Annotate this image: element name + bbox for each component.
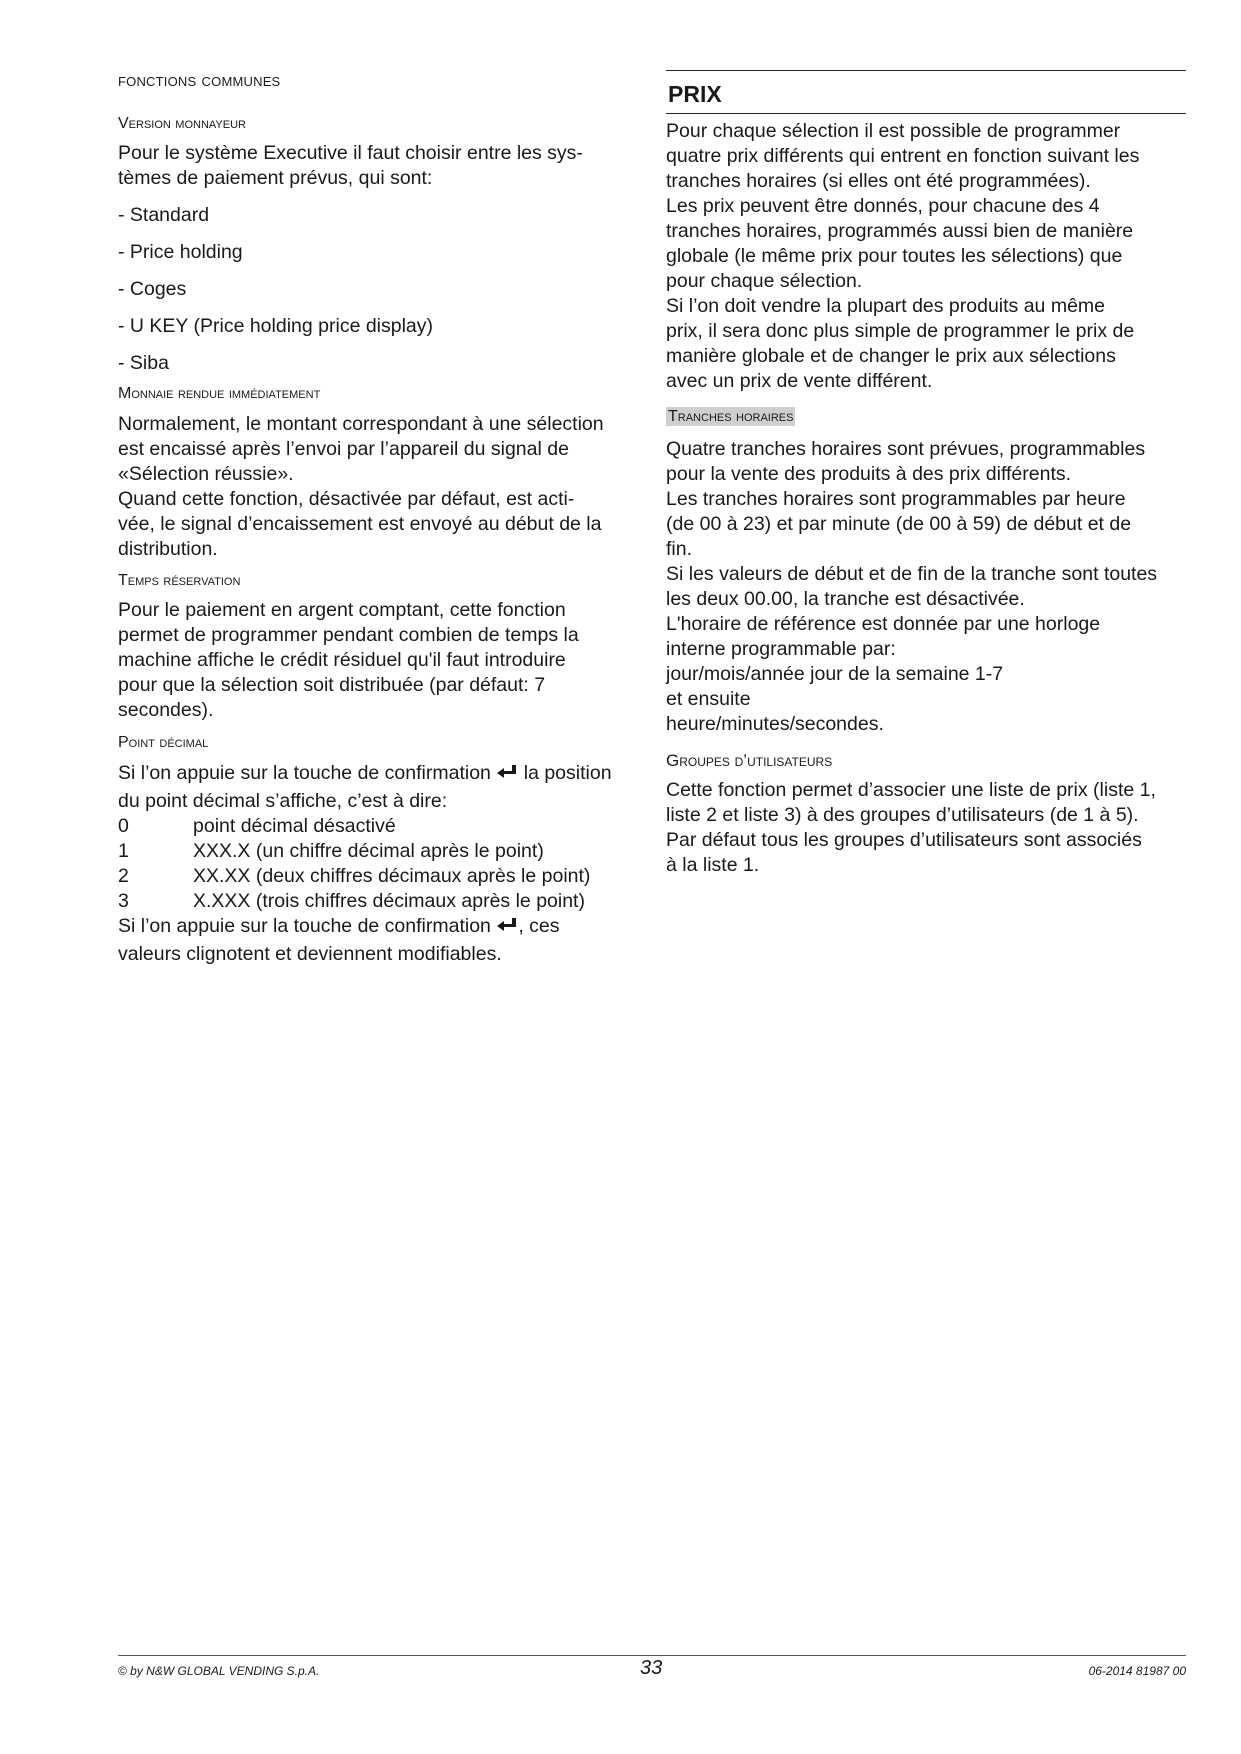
text-line: Cette fonction permet d’associer une liste de prix (liste 1, <box>666 779 1156 801</box>
section-title-text: PRIX <box>668 81 722 107</box>
temps-text <box>118 598 579 723</box>
decimal-option-row <box>118 839 612 864</box>
text-line: pour chaque sélection. <box>666 270 863 292</box>
option-text: XX.XX (deux chiffres décimaux après le point) <box>193 865 591 887</box>
option-number: 1 <box>118 840 129 862</box>
list-item: - Coges <box>118 278 187 300</box>
text-line: liste 2 et liste 3) à des groupes d’utilisateurs (de 1 à 5). <box>666 804 1139 826</box>
text-line: valeurs clignotent et deviennent modifiables. <box>118 943 502 965</box>
list-item: - Price holding <box>118 241 243 263</box>
decimal-option-row <box>118 814 612 839</box>
text-fragment: , ces <box>518 915 560 937</box>
text-line: Quatre tranches horaires sont prévues, programmables <box>666 438 1146 460</box>
subheading-point-decimal: Point décimal <box>118 734 209 751</box>
highlighted-heading: Tranches horaires <box>668 408 794 425</box>
list-item: - Siba <box>118 352 169 374</box>
option-text: X.XXX (trois chiffres décimaux après le point) <box>193 890 585 912</box>
text-line: et ensuite <box>666 688 751 710</box>
text-line: jour/mois/année jour de la semaine 1-7 <box>666 663 1004 685</box>
decimal-option-row <box>118 889 612 914</box>
text-line: Quand cette fonction, désactivée par défaut, est acti- <box>118 488 575 510</box>
option-number: 3 <box>118 890 129 912</box>
text-line: prix, il sera donc plus simple de programmer le prix de <box>666 320 1135 342</box>
text-line: Pour chaque sélection il est possible de programmer <box>666 120 1121 142</box>
option-number: 0 <box>118 815 129 837</box>
text-line: tranches horaires, programmés aussi bien de manière <box>666 220 1134 242</box>
text-line: Normalement, le montant correspondant à une sélection <box>118 413 604 435</box>
text-line: machine affiche le crédit résiduel qu'il faut introduire <box>118 649 566 671</box>
text-line: L'horaire de référence est donnée par une horloge <box>666 613 1101 635</box>
text-line: pour que la sélection soit distribuée (par défaut: 7 <box>118 674 546 696</box>
list-item: - Standard <box>118 204 210 226</box>
text-line: tranches horaires (si elles ont été programmées). <box>666 170 1091 192</box>
text-line: du point décimal s’affiche, c’est à dire: <box>118 790 448 812</box>
subheading-groupes: Groupes d’utilisateurs <box>666 751 833 770</box>
text-line: fin. <box>666 538 693 560</box>
option-number: 2 <box>118 865 129 887</box>
text-line: heure/minutes/secondes. <box>666 713 884 735</box>
text-line: les deux 00.00, la tranche est désactivée. <box>666 588 1025 610</box>
text-line: Les prix peuvent être donnés, pour chacune des 4 <box>666 195 1100 217</box>
footer-divider <box>118 1655 1186 1656</box>
decimal-option-row <box>118 864 612 889</box>
point-text <box>118 761 612 967</box>
groupes-text <box>666 778 1156 878</box>
text-line <box>118 914 612 942</box>
tranches-text <box>666 437 1157 737</box>
text-line: est encaissé après l’envoi par l’appareil du signal de <box>118 438 569 460</box>
footer-document-code: 06-2014 81987 00 <box>1088 1664 1186 1678</box>
text-line: globale (le même prix pour toutes les sélections) que <box>666 245 1123 267</box>
option-text: point décimal désactivé <box>193 815 396 837</box>
text-line: à la liste 1. <box>666 854 760 876</box>
text-line: vée, le signal d’encaissement est envoyé au début de la <box>118 513 602 535</box>
text-line: Pour le paiement en argent comptant, cette fonction <box>118 599 566 621</box>
text-line: manière globale et de changer le prix aux sélections <box>666 345 1116 367</box>
enter-key-icon <box>496 917 518 942</box>
text-line: Si l’on doit vendre la plupart des produits au même <box>666 295 1105 317</box>
text-line: «Sélection réussie». <box>118 463 294 485</box>
section-title-prix <box>666 70 1186 114</box>
monnaie-text <box>118 412 604 562</box>
text-line: (de 00 à 23) et par minute (de 00 à 59) de début et de <box>666 513 1132 535</box>
text-line: quatre prix différents qui entrent en fonction suivant les <box>666 145 1140 167</box>
footer-copyright: © by N&W GLOBAL VENDING S.p.A. <box>118 1664 320 1678</box>
payment-list <box>118 197 433 382</box>
text-line <box>118 761 612 789</box>
text-line: Par défaut tous les groupes d’utilisateurs sont associés <box>666 829 1142 851</box>
text-line: interne programmable par: <box>666 638 896 660</box>
text-line: Si les valeurs de début et de fin de la tranche sont toutes <box>666 563 1158 585</box>
subheading-tranches <box>666 408 795 426</box>
enter-key-icon <box>496 764 518 789</box>
subheading-monnaie: Monnaie rendue immédiatement <box>118 385 321 402</box>
option-text: XXX.X (un chiffre décimal après le point) <box>193 840 544 862</box>
text-fragment: la position <box>523 762 612 784</box>
text-line: avec un prix de vente différent. <box>666 370 933 392</box>
text-line: Pour le système Executive il faut choisir entre les sys- <box>118 142 583 164</box>
version-intro <box>118 141 583 191</box>
text-fragment: Si l’on appuie sur la touche de confirmation <box>118 915 491 937</box>
prix-intro <box>666 119 1139 394</box>
page-number: 33 <box>640 1657 663 1679</box>
text-fragment: Si l’on appuie sur la touche de confirmation <box>118 762 491 784</box>
text-line: tèmes de paiement prévus, qui sont: <box>118 167 433 189</box>
text-line: secondes). <box>118 699 214 721</box>
text-line: Les tranches horaires sont programmables par heure <box>666 488 1126 510</box>
subheading-version-monnayeur: Version monnayeur <box>118 115 246 132</box>
subheading-temps: Temps réservation <box>118 572 241 589</box>
text-line: permet de programmer pendant combien de temps la <box>118 624 579 646</box>
text-line: pour la vente des produits à des prix différents. <box>666 463 1072 485</box>
section-title-fonctions: fonctions communes <box>118 70 281 90</box>
list-item: - U KEY (Price holding price display) <box>118 315 434 337</box>
text-line: distribution. <box>118 538 218 560</box>
